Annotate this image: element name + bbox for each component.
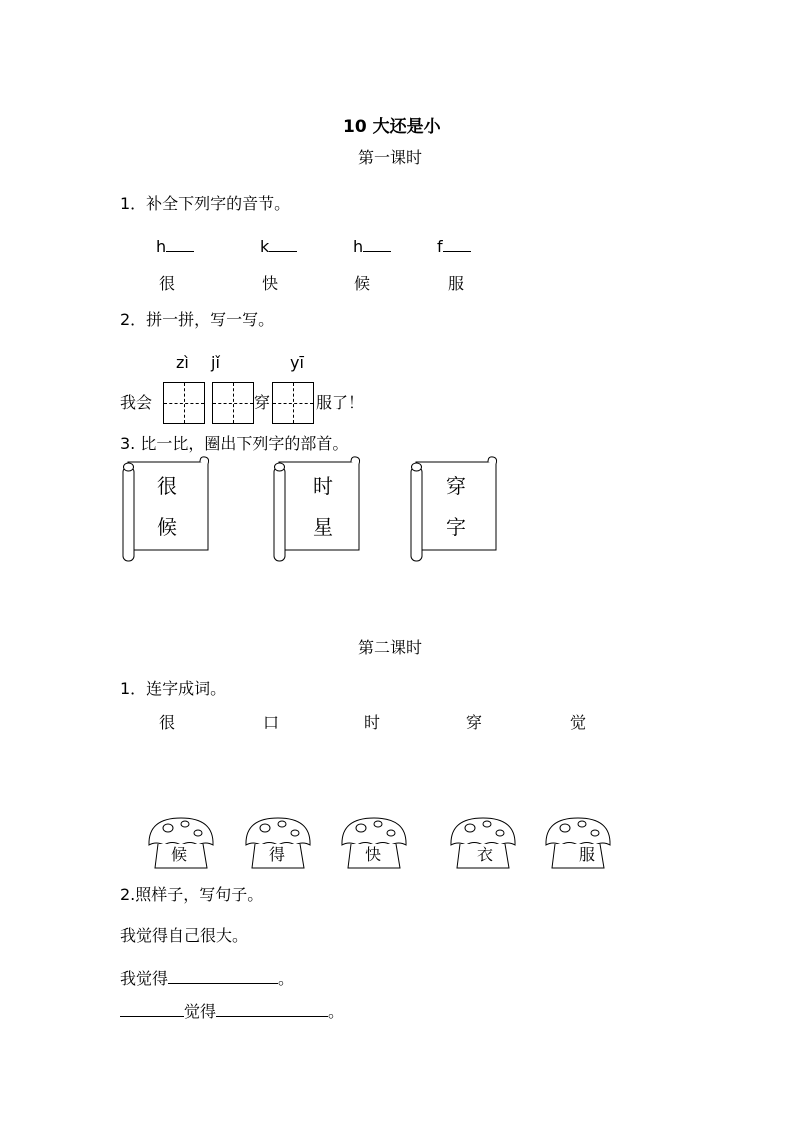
- q3-prompt: 3. 比一比，圈出下列字的部首。: [120, 434, 349, 453]
- syllable-char-4: 服: [448, 274, 465, 293]
- page-title: 10 大还是小: [343, 117, 441, 137]
- syllable-char-1: 很: [159, 274, 176, 293]
- syllable-blank-1[interactable]: [156, 235, 194, 257]
- sentence-prefix: 我觉得: [120, 969, 169, 988]
- syllable-char-2: 快: [262, 274, 279, 293]
- pinyin-zi: zì: [176, 353, 189, 372]
- connect-bottom-char-1[interactable]: 候: [170, 845, 187, 864]
- fill-sentence-1[interactable]: [120, 967, 294, 989]
- scroll-card-3: [408, 455, 500, 565]
- tian-grid-box-2[interactable]: [212, 382, 254, 424]
- syllable-blank-3[interactable]: [353, 235, 391, 257]
- pinyin-yi: yī: [290, 353, 304, 372]
- scroll-2-top-char[interactable]: 时: [313, 474, 333, 498]
- scroll-3-bottom-char[interactable]: 字: [446, 515, 466, 539]
- scroll-3-top-char[interactable]: 穿: [446, 474, 466, 498]
- scroll-2-bottom-char[interactable]: 星: [313, 515, 333, 539]
- q1-prompt: 1．补全下列字的音节。: [120, 194, 291, 213]
- l2-q1-prompt: 1．连字成词。: [120, 679, 227, 698]
- scroll-card-2: [271, 455, 363, 565]
- syllable-initial: h: [353, 237, 364, 256]
- connect-bottom-char-5[interactable]: 服: [578, 845, 595, 864]
- l2-q2-prompt: 2.照样子，写句子。: [120, 885, 264, 904]
- syllable-initial: k: [260, 237, 270, 256]
- tian-grid-box-1[interactable]: [163, 382, 205, 424]
- lesson-two-heading: 第二课时: [358, 638, 423, 657]
- tian-grid-box-3[interactable]: [272, 382, 314, 424]
- sentence-middle-word: 觉得: [184, 1002, 217, 1021]
- connect-bottom-char-4[interactable]: 衣: [476, 845, 493, 864]
- scroll-1-top-char[interactable]: 很: [157, 474, 177, 498]
- connect-bottom-char-3[interactable]: 快: [364, 845, 381, 864]
- syllable-char-3: 候: [354, 274, 371, 293]
- connect-top-char-4[interactable]: 穿: [466, 713, 483, 732]
- sentence-end: 服了！: [316, 393, 365, 412]
- pinyin-ji: jǐ: [211, 353, 220, 372]
- sentence-middle: 穿: [254, 393, 271, 412]
- connect-top-char-1[interactable]: 很: [159, 713, 176, 732]
- syllable-initial: h: [156, 237, 167, 256]
- connect-bottom-char-2[interactable]: 得: [268, 845, 285, 864]
- connect-top-char-3[interactable]: 时: [364, 713, 381, 732]
- q2-prompt: 2．拼一拼，写一写。: [120, 310, 275, 329]
- connect-top-char-5[interactable]: 觉: [570, 713, 587, 732]
- example-sentence: 我觉得自己很大。: [120, 926, 249, 945]
- connect-top-char-2[interactable]: 口: [263, 713, 280, 732]
- scroll-card-1: [120, 455, 212, 565]
- scroll-1-bottom-char[interactable]: 候: [157, 515, 177, 539]
- sentence-start: 我会: [120, 393, 153, 412]
- lesson-one-heading: 第一课时: [358, 148, 423, 167]
- sentence-period: 。: [328, 1002, 345, 1021]
- syllable-blank-2[interactable]: [260, 235, 297, 257]
- fill-sentence-2[interactable]: [120, 1000, 344, 1022]
- syllable-initial: f: [437, 237, 443, 256]
- syllable-blank-4[interactable]: [437, 235, 471, 257]
- sentence-period: 。: [278, 969, 295, 988]
